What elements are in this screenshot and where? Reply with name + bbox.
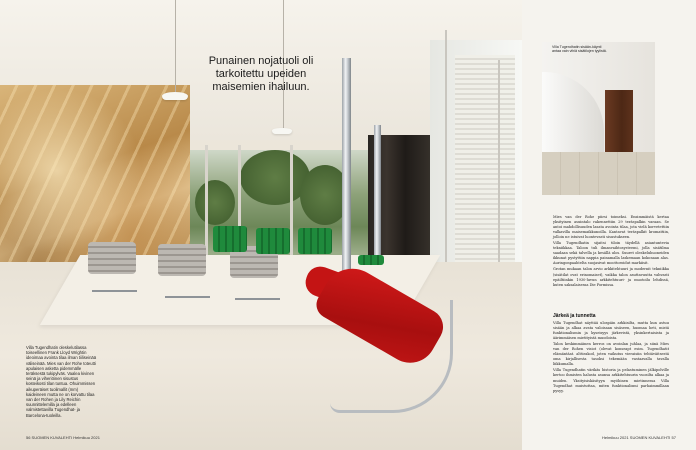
body-paragraph: Grotan mukaan talon arvio arkkitehtuuri ja modernit tekniikka (sisätilat ovat erinomaiset), vaikka talon asuttavuutta vahvasti epäiltiinkin 1930-luvun arkkitehtuuri- ja muotoilu lehdissä, kuten saksalaisessa Die Formissa. bbox=[553, 267, 669, 287]
green-barcelona-chair bbox=[256, 228, 290, 254]
ceiling-lamp-icon bbox=[162, 92, 188, 100]
tree bbox=[195, 180, 235, 225]
chair-frame bbox=[92, 290, 137, 292]
body-paragraph: Villa Tugendhatin värikäs historia ja pelastuminen jälkipolville kertoo ihmisten halusta asunsa arkkitehtuurin vuosilta alkaa ja muiden. Yksityisiskäsityyn myöhinen mietinnessa Villa Tugendhat muistuttaa, miten funktionalismi parhaimmillaan pysyy. bbox=[553, 368, 669, 393]
entrance-floor bbox=[542, 152, 655, 195]
article-body-2 bbox=[553, 321, 669, 395]
article-body bbox=[553, 215, 669, 289]
body-paragraph: Talon keskimmäinen kerros on avoinlan juhlaa, ja siinä Mies van der Rohen visiot (olevat konseapt esim. Tugendhatit elämäntäat. alttirakod, joten vaikutus vieraisiin tehtäväitsestä oma kirjallisesta tasoksi tekemään vastaavalla tavalla liikkumalla. bbox=[553, 342, 669, 367]
body-paragraph: Mies van der Rohe piirsi toimeksi. Ensimmäistä kertaa yksityinen asuintalo rakennettiin 29 teräspalkin varaan. Se antoi mahdollisuuden lasata avointa tilaa, jota vielä korvetettiin valkavilla maisemaikkunoilla. Kantavat teräspalkit kromattiin, jolloin ne istuivat luontevasti sisustukseen. bbox=[553, 215, 669, 240]
lamp-cord bbox=[175, 0, 176, 92]
chair-frame bbox=[235, 298, 280, 300]
wooden-door bbox=[605, 90, 633, 154]
body-paragraph: Villa Tugendhat näyttää ulospäin arkkisilta, mutta kun astuu sisään ja alkaa avata valoisaan sisäseen, huomaa heti, mistä funktionalismin ja kyseisyys järkevistä, yksinkertaisista ja äärimmäisen mietityistä muodoista. bbox=[553, 321, 669, 341]
chrome-column bbox=[374, 125, 381, 255]
chair-frame bbox=[165, 296, 210, 298]
right-folio: Helmikuu 2021 SUOMEN KUVALEHTI 57 bbox=[602, 435, 676, 440]
section-subhead: Järkeä ja tunnetta bbox=[553, 313, 596, 319]
green-barcelona-chair bbox=[213, 226, 247, 252]
left-folio: 56 SUOMEN KUVALEHTI Helmikuu 2021 bbox=[26, 435, 100, 440]
entrance-photo bbox=[542, 42, 655, 195]
green-ottoman bbox=[358, 255, 384, 265]
tugendhat-chair bbox=[158, 244, 206, 276]
tugendhat-chair bbox=[88, 242, 136, 274]
photo-caption: Villa Tugendhatin oleskelutilassa toiseellinen Frank Lloyd Wrightin ideoimaa avointa tilaa ilman tiiliseinää väliseinää. Mies van der Rohe toteutti apulaisen asketta pidemmälle teräksestä tukipylväs. Vaalea kivinen seinä ja viheriöinen sisustus kosteikosti tilan tuntua. Ohuimmissen aikuperäiset tuolimallit (mm) kaideineen mutta ne on korvattu tilaa van der Rohen ja Lily Reichin suunnittelemilla ja edelleen valmistettavilla Tugendhat- ja Barcelona-tuoleilla. bbox=[26, 345, 97, 418]
green-barcelona-chair bbox=[298, 228, 332, 254]
chrome-column bbox=[342, 58, 351, 303]
window-mullion bbox=[290, 145, 293, 265]
body-paragraph: Villa Tugendhatin sijaitsi tiloin täydellä asiantuntevia tekniikkaa. Taloon tuli ilmanvaihtosysteemi, jolla sisätilma saadaan sekä talvella ja kesällä ulos. Suuret oleskeluhuoneiden ikkunat pystyttiin nappia painamalla laskemaan kokonaan alas. Auringonpaahtelta suojasivat moottoroidut markiisit. bbox=[553, 241, 669, 266]
pull-quote: Punainen nojatuoli oli tarkoitettu upeiden maisemien ihailuun. bbox=[208, 55, 314, 93]
ceiling-lamp-icon bbox=[272, 128, 292, 134]
entrance-caption: Villa Tugendhatin sisään-käynti antaa vain vihiä sisätilojen tyylistä. bbox=[552, 45, 607, 54]
